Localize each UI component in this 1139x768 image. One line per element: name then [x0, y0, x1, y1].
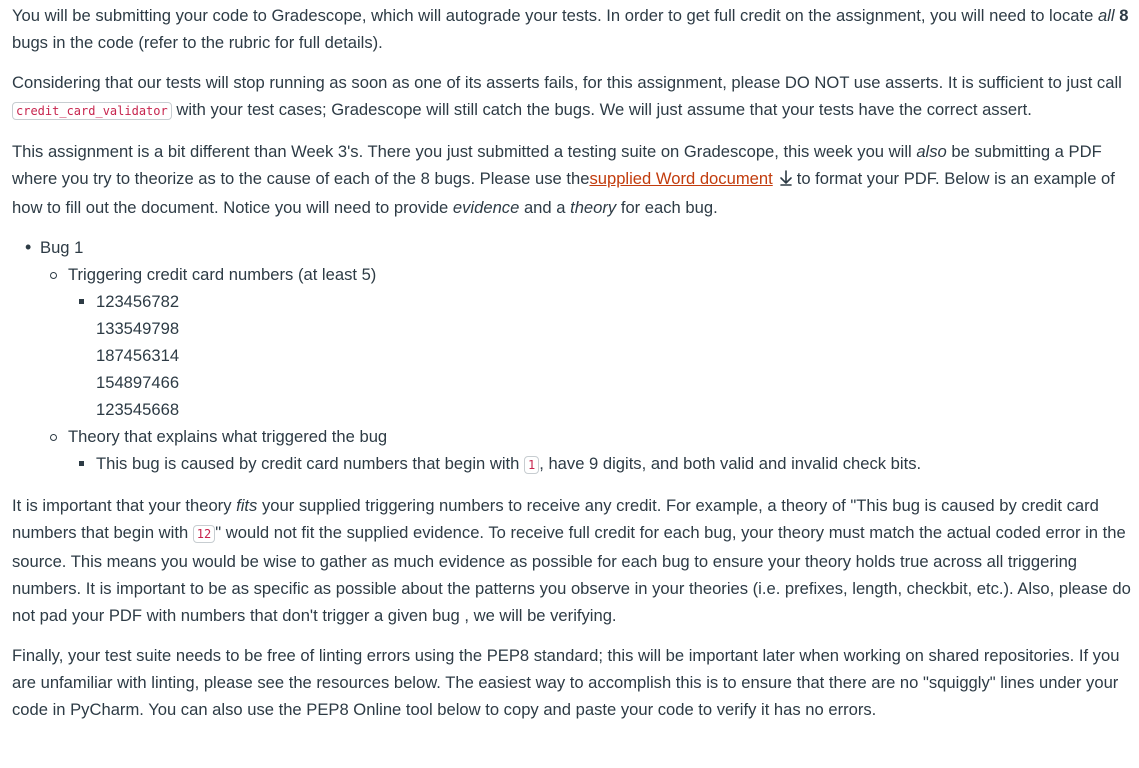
- emphasis-fits: fits: [236, 496, 258, 515]
- supplied-word-document-link[interactable]: supplied Word document: [589, 169, 773, 188]
- card-number: 154897466: [96, 373, 180, 392]
- card-number: 187456314: [96, 346, 180, 365]
- code-prefix: 1: [524, 456, 539, 474]
- text-span: This bug is caused by credit card numbers that begin with: [96, 454, 524, 473]
- download-icon[interactable]: [779, 167, 793, 194]
- card-number: 133549798: [96, 319, 180, 338]
- text-span: This assignment is a bit different than Week 3's. There you just submitted a testing suite on Gradescope, this week you will: [12, 142, 917, 161]
- emphasis-all: all: [1097, 6, 1115, 25]
- linting-paragraph: Finally, your test suite needs to be free of linting errors using the PEP8 standard; this will be important later when working on shared repositories. If you are unfamiliar with linting, please see the resources below. The easiest way to accomplish this is to ensure that there are no "squiggly" lines under your code in PyCharm. You can also use the PEP8 Online tool below to copy and paste your code to verify it has no errors.: [12, 646, 1120, 719]
- text-span: " would not fit the supplied evidence. To receive full credit for each bug, your theory must match the actual coded error in the source. This means you would be wise to gather as much evidence as possible for each bug to ensure your theory holds true across all triggering numbers. It is important to be as specific as possible about the patterns you observe in your theories (i.e. prefixes, length, checkbit, etc.). Also, please do not pad your PDF with numbers that don't trigger a given bug , we will be verifying.: [12, 523, 1131, 625]
- numbers-heading: Triggering credit card numbers (at least 5): [68, 265, 377, 284]
- text-span: and a: [519, 198, 571, 217]
- theory-fit-paragraph: [12, 492, 1131, 629]
- card-number: 123456782: [96, 292, 180, 311]
- theory-heading: Theory that explains what triggered the bug: [68, 427, 388, 446]
- text-span: You will be submitting your code to Gradescope, which will autograde your tests. In order to get full credit on the assignment, you will need to locate: [12, 6, 1098, 25]
- asserts-paragraph: [12, 69, 1131, 125]
- list-item: [68, 288, 1131, 423]
- intro-paragraph: [12, 2, 1131, 56]
- text-span: your supplied triggering numbers to receive any credit. For example, a theory of "This bug is caused by credit card numbers that begin with: [12, 496, 1099, 542]
- emphasis-evidence: evidence: [452, 198, 520, 217]
- text-span: bugs in the code (refer to the rubric for full details).: [12, 33, 383, 52]
- emphasis-theory: theory: [570, 198, 617, 217]
- card-number: 123545668: [96, 400, 180, 419]
- emphasis-also: also: [916, 142, 947, 161]
- list-item: [12, 234, 1131, 479]
- example-bug-list: [12, 234, 1131, 479]
- text-span: Considering that our tests will stop running as soon as one of its asserts fails, for this assignment, please DO NOT use asserts. It is sufficient to just call: [12, 73, 1122, 92]
- code-prefix: 12: [193, 525, 215, 543]
- text-span: be submitting a PDF where you try to theorize as to the cause of each of the 8 bugs. Please use the: [12, 142, 1102, 188]
- text-span: to format your PDF. Below is an example of how to fill out the document. Notice you will need to provide: [12, 169, 1115, 217]
- bug-title: Bug 1: [40, 238, 84, 257]
- text-span: with your test cases; Gradescope will still catch the bugs. We will just assume that your tests have the correct assert.: [171, 100, 1032, 119]
- text-span: It is important that your theory: [12, 496, 237, 515]
- code-function-name: credit_card_validator: [12, 102, 172, 120]
- list-item: [40, 261, 1131, 423]
- bug-count: 8: [1119, 6, 1129, 25]
- list-item: [68, 450, 1131, 479]
- text-span: for each bug.: [616, 198, 718, 217]
- assignment-paragraph: [12, 138, 1131, 221]
- text-span: , have 9 digits, and both valid and invalid check bits.: [539, 454, 922, 473]
- list-item: [40, 423, 1131, 479]
